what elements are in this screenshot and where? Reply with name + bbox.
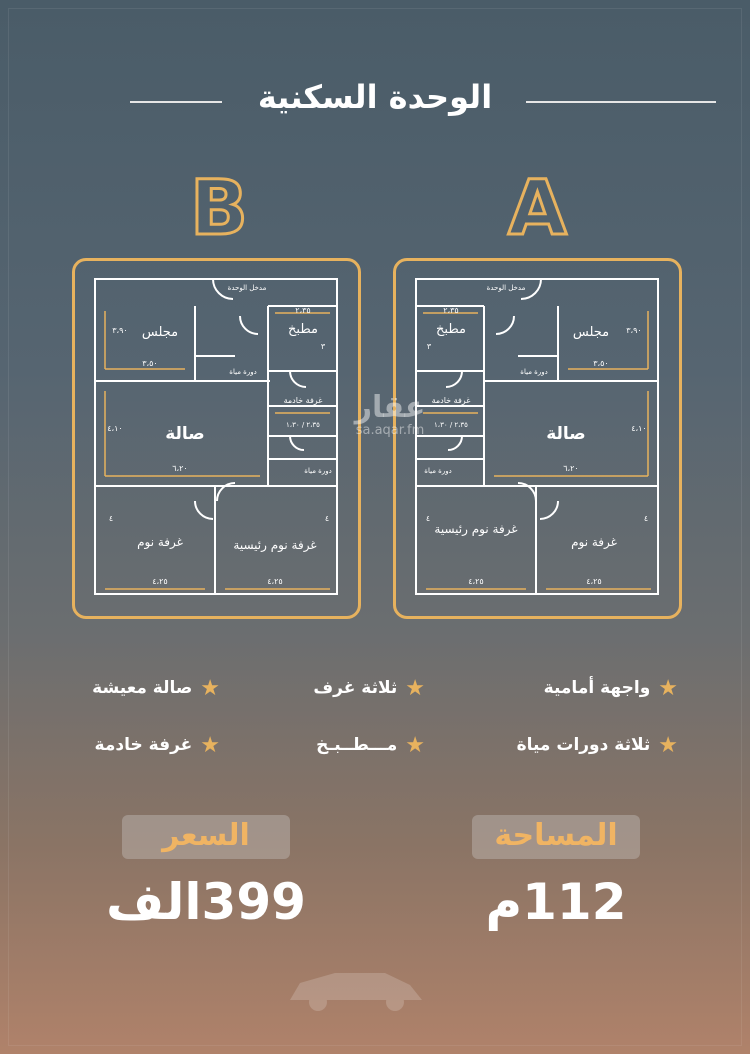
watermark <box>340 390 440 438</box>
unit-a-bed-width: ٤،٢٥ <box>586 577 602 586</box>
unit-a-bath1-label: دورة مياة <box>520 368 548 376</box>
star-icon: ★ <box>200 676 220 701</box>
price-label: السعر <box>122 815 290 859</box>
title-bar <box>0 74 750 124</box>
unit-b-majlis-height: ٣،٩٠ <box>112 326 128 335</box>
unit-b-floorplan <box>72 258 361 619</box>
feature-item <box>316 733 425 758</box>
unit-a-kitchen-label: مطبخ <box>436 322 466 337</box>
unit-b-master-label: غرفة نوم رئيسية <box>233 538 317 552</box>
watermark-brand: عقار <box>354 390 426 425</box>
unit-b-master-height: ٤ <box>324 514 330 523</box>
price-value: 399الف <box>106 873 306 931</box>
unit-a-letter: A <box>508 163 567 252</box>
unit-b-majlis-label: مجلس <box>141 325 179 340</box>
unit-a-hall-width: ٦،٢٠ <box>563 464 579 473</box>
unit-b-bed-label: غرفة نوم <box>137 535 183 549</box>
unit-a-majlis-label: مجلس <box>572 325 610 340</box>
unit-b-letter: B <box>190 163 248 252</box>
unit-b-plan-drawing <box>75 261 358 616</box>
unit-a-entrance: مدخل الوحدة <box>486 284 526 292</box>
feature-item <box>95 733 220 758</box>
feature-label: غرفة خادمة <box>94 735 193 755</box>
unit-b-kitchen-width: ٢،٣٥ <box>295 306 311 315</box>
feature-item <box>517 733 678 758</box>
unit-a-master-label: غرفة نوم رئيسية <box>434 522 518 536</box>
area-value: 112م <box>485 873 627 931</box>
unit-a-bath2-label: دورة مياة <box>424 467 452 475</box>
star-icon: ★ <box>405 733 425 758</box>
feature-item <box>92 676 220 701</box>
unit-b-bed-height: ٤ <box>108 514 114 523</box>
unit-b-hall-height: ٤،١٠ <box>107 424 123 433</box>
unit-b-entrance: مدخل الوحدة <box>227 284 267 292</box>
star-icon: ★ <box>200 733 220 758</box>
star-icon: ★ <box>405 676 425 701</box>
car-silhouette <box>280 955 430 1015</box>
unit-b-hall-width: ٦،٢٠ <box>172 464 188 473</box>
unit-b-bath-dims: ٢،٣٥ / ١،٣٠ <box>286 421 320 429</box>
unit-a-plan-drawing <box>396 261 679 616</box>
unit-a-maid-label: غرفة خادمة <box>431 396 471 405</box>
feature-label: واجهة أمامية <box>543 678 651 698</box>
unit-b-majlis-width: ٣،٥٠ <box>142 359 158 368</box>
unit-b-master-width: ٤،٢٥ <box>267 577 283 586</box>
area-label: المساحة <box>472 815 640 859</box>
watermark-url: sa.aqar.fm <box>355 423 425 438</box>
title-rule-left <box>130 101 222 103</box>
unit-a-kitchen-height: ٣ <box>426 342 432 351</box>
unit-a-floorplan <box>393 258 682 619</box>
unit-b-maid-label: غرفة خادمة <box>283 396 323 405</box>
star-icon: ★ <box>658 676 678 701</box>
unit-b-kitchen-label: مطبخ <box>288 322 318 337</box>
unit-a-master-width: ٤،٢٥ <box>468 577 484 586</box>
unit-a-master-height: ٤ <box>425 514 431 523</box>
feature-label: مـــطــبـخ <box>316 735 398 755</box>
unit-a-bed-label: غرفة نوم <box>571 535 617 549</box>
feature-label: ثلاثة دورات مياة <box>516 735 651 755</box>
unit-a-kitchen-width: ٢،٣٥ <box>443 306 459 315</box>
unit-b-kitchen-height: ٣ <box>320 342 326 351</box>
unit-b-bath2-label: دورة مياة <box>304 467 332 475</box>
page-title: الوحدة السكنية <box>257 78 493 116</box>
unit-b-hall-label: صالة <box>165 424 205 444</box>
feature-label: ثلاثة غرف <box>313 678 398 698</box>
star-icon: ★ <box>658 733 678 758</box>
unit-a-bath-dims: ٢،٣٥ / ١،٣٠ <box>434 421 468 429</box>
unit-a-hall-height: ٤،١٠ <box>631 424 647 433</box>
unit-b-bed-width: ٤،٢٥ <box>152 577 168 586</box>
feature-label: صالة معيشة <box>92 678 193 698</box>
title-rule-right <box>526 101 716 103</box>
unit-a-majlis-width: ٣،٥٠ <box>593 359 609 368</box>
unit-a-majlis-height: ٣،٩٠ <box>626 326 642 335</box>
feature-item <box>544 676 678 701</box>
unit-a-hall-label: صالة <box>546 424 586 444</box>
unit-b-bath1-label: دورة مياة <box>229 368 257 376</box>
feature-item <box>313 676 425 701</box>
unit-a-bed-height: ٤ <box>643 514 649 523</box>
